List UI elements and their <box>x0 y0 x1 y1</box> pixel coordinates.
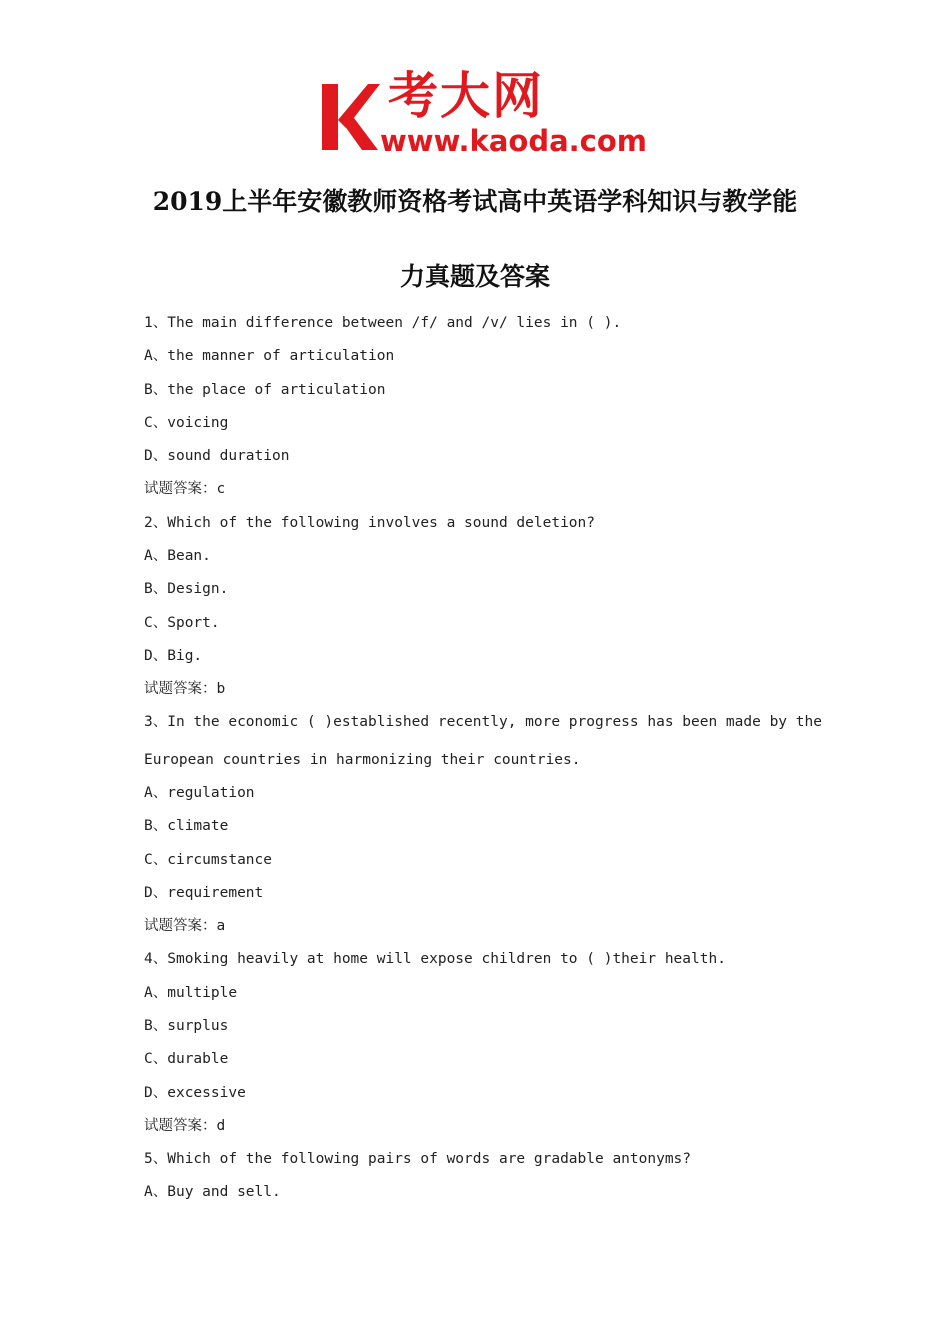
question-3-option-b: B、climate <box>144 818 229 834</box>
question-1-option-b: B、the place of articulation <box>144 382 386 398</box>
question-4-option-a: A、multiple <box>144 985 238 1001</box>
question-5-stem: 5、Which of the following pairs of words are gradable antonyms? <box>144 1151 692 1167</box>
question-4-option-c: C、durable <box>144 1051 229 1067</box>
logo-k-mark-icon <box>318 82 380 152</box>
question-1-option-d: D、sound duration <box>144 448 290 464</box>
question-4-option-d: D、excessive <box>144 1085 246 1101</box>
question-2-stem: 2、Which of the following involves a sound deletion? <box>144 515 595 531</box>
question-5-option-a: A、Buy and sell. <box>144 1184 281 1200</box>
question-2-option-d: D、Big. <box>144 648 203 664</box>
question-2-option-a: A、Bean. <box>144 548 211 564</box>
question-4-answer: 试题答案：d <box>144 1118 226 1134</box>
logo-chinese-text: 考大网 <box>388 67 544 125</box>
question-1-option-a: A、the manner of articulation <box>144 348 395 364</box>
question-3-answer: 试题答案：a <box>144 918 226 934</box>
page-title-line-1: 2019上半年安徽教师资格考试高中英语学科知识与教学能 <box>152 187 798 216</box>
question-3-option-a: A、regulation <box>144 785 255 801</box>
page-title-line-2: 力真题及答案 <box>399 262 550 291</box>
question-1-answer: 试题答案：c <box>144 481 226 497</box>
logo-url-text: www.kaoda.com <box>380 124 647 158</box>
site-logo <box>318 67 647 158</box>
question-3-stem-line-2: European countries in harmonizing their countries. <box>144 752 581 768</box>
question-2-option-c: C、Sport. <box>144 615 220 631</box>
question-3-option-c: C、circumstance <box>144 852 272 868</box>
question-4-option-b: B、surplus <box>144 1018 229 1034</box>
question-3-option-d: D、requirement <box>144 885 264 901</box>
question-2-option-b: B、Design. <box>144 581 229 597</box>
question-3-stem-line-1: 3、In the economic ( )established recently, more progress has been made by the <box>144 714 822 730</box>
question-1-option-c: C、voicing <box>144 415 229 431</box>
question-4-stem: 4、Smoking heavily at home will expose children to ( )their health. <box>144 951 726 967</box>
question-2-answer: 试题答案：b <box>144 681 226 697</box>
question-1-stem: 1、The main difference between /f/ and /v/ lies in ( ). <box>144 315 622 331</box>
